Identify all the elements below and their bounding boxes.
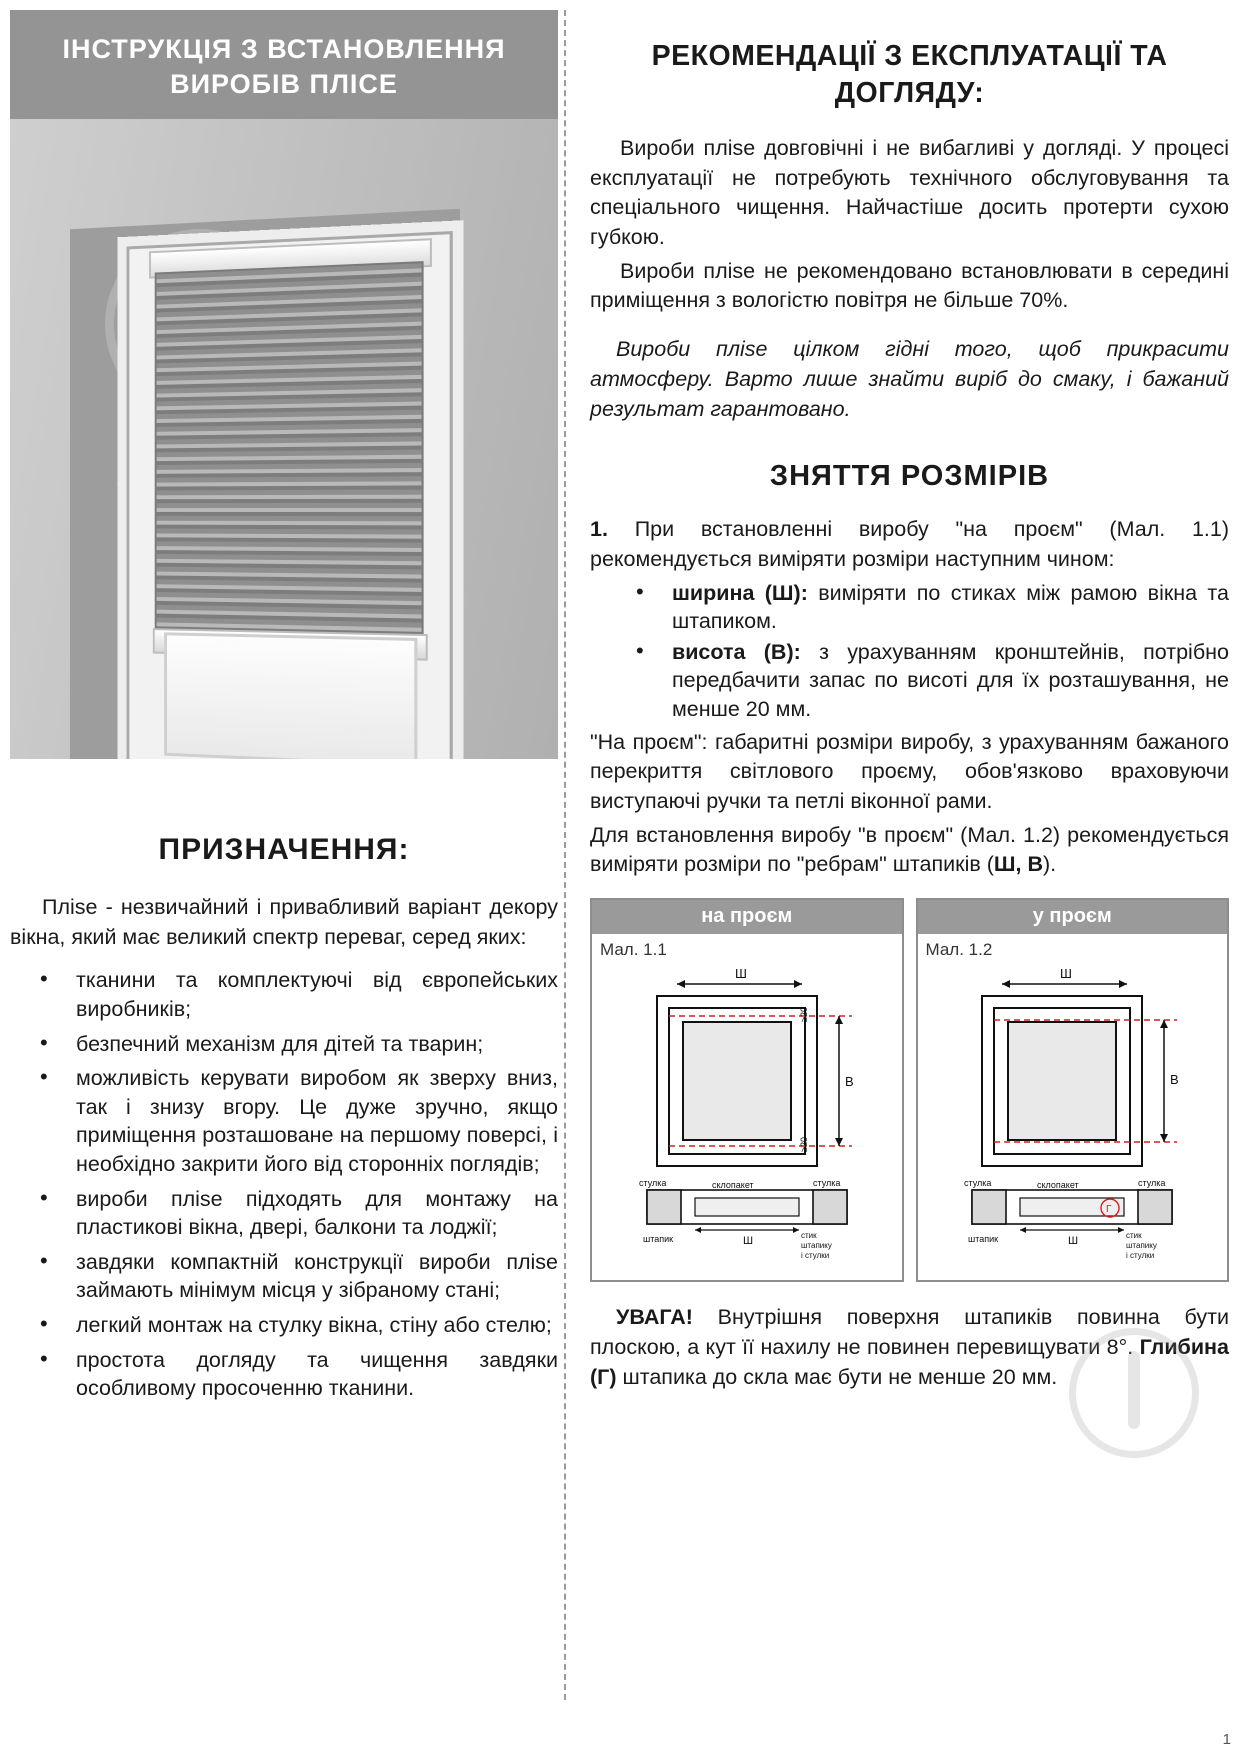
right-column <box>582 10 1229 1748</box>
note-post: ). <box>1043 852 1057 877</box>
measurement-heading: ЗНЯТТЯ РОЗМІРІВ <box>769 460 1050 493</box>
warning-note <box>590 1302 1229 1392</box>
warning-text-2: штапика до скла має бути не менше 20 мм. <box>616 1365 1058 1390</box>
list-item: • безпечний механізм для дітей та тварин; <box>10 1030 558 1059</box>
diagram-in-proem <box>916 898 1230 1282</box>
bullet-label: ширина (Ш): <box>672 580 808 605</box>
diagram-body <box>592 934 902 1280</box>
list-item: • вироби пліse підходять для монтажу на пластикові вікна, двері, балкони та лоджії; <box>10 1185 558 1242</box>
note-bold: Ш, В <box>993 852 1043 877</box>
bullet-label: висота (В): <box>672 639 801 664</box>
diagram-on-proem <box>590 898 904 1282</box>
list-item: • тканини та комплектуючі від європейських виробників; <box>10 966 558 1023</box>
step-text: При встановленні виробу "на проєм" (Мал. 1.1) рекомендується виміряти розміри наступним чином: <box>590 517 1229 571</box>
purpose-intro: Пліse - незвичайний і привабливий варіант декору вікна, який має великий спектр переваг, серед яких: <box>10 895 558 949</box>
svg-text:і стулки: і стулки <box>1126 1250 1155 1260</box>
measurement-note-on-proem: "На проєм": габаритні розміри виробу, з урахуванням бажаного перекриття світлового проєму, обов'язково враховуючи виступаючі ручки та петлі віконної рами. <box>590 729 1229 813</box>
photo-glass <box>164 632 417 759</box>
svg-text:Ш: Ш <box>1060 965 1073 981</box>
svg-text:Ш: Ш <box>734 965 747 981</box>
svg-text:склопакет: склопакет <box>711 1179 754 1190</box>
svg-text:стулка: стулка <box>812 1177 841 1188</box>
window-section-drawing <box>942 962 1202 1272</box>
svg-text:≥20: ≥20 <box>798 1136 809 1152</box>
bullet-text: виміряти по стиках між рамою вікна та штапиком. <box>672 580 1229 634</box>
photo-pleated-fabric <box>155 261 424 639</box>
measurement-bullet-list <box>590 579 1229 724</box>
svg-text:стулка: стулка <box>1138 1177 1166 1188</box>
purpose-bullet-list <box>10 966 558 1402</box>
svg-text:стулка: стулка <box>964 1177 992 1188</box>
note-pre: Для встановлення виробу "в проєм" (Мал. 1.2) рекомендується виміряти розміри по "ребрам" штапиків ( <box>590 822 1229 877</box>
window-section-drawing <box>617 962 877 1272</box>
bullet-text: з урахуванням кронштейнів, потрібно передбачити запас по висоті для їх розташування, не менше 20 мм. <box>672 639 1229 721</box>
list-item: • простота догляду та чищення завдяки особливому просоченню тканини. <box>10 1346 558 1403</box>
diagram-header: на проєм <box>592 900 902 934</box>
diagram-header: у проєм <box>918 900 1228 934</box>
svg-text:стик: стик <box>1126 1230 1142 1240</box>
list-item <box>590 579 1229 636</box>
column-divider <box>564 10 568 1700</box>
svg-text:штапик: штапик <box>968 1233 999 1244</box>
purpose-heading: ПРИЗНАЧЕННЯ: <box>158 833 410 867</box>
warning-text-1: Внутрішня поверхня штапиків повинна бути плоскою, а кут її нахилу не повинен перевищувати 8°. <box>590 1304 1229 1359</box>
warning-bold: Глибина (Г) <box>590 1334 1229 1390</box>
page-number: 1 <box>1222 1731 1231 1748</box>
care-paragraph-1: Вироби пліse довговічні і не вибагливі у догляді. У процесі експлуатації не потребують технічного обслуговування та спеціального чищення. Найчастіше досить протерти сухою губкою. <box>590 136 1229 250</box>
svg-text:стик: стик <box>800 1230 817 1240</box>
diagram-table <box>590 898 1229 1282</box>
svg-text:і стулки: і стулки <box>800 1250 829 1260</box>
svg-text:штапику: штапику <box>800 1240 832 1250</box>
diagram-body <box>918 934 1228 1280</box>
svg-text:Ш: Ш <box>1068 1234 1079 1247</box>
svg-text:В: В <box>844 1073 854 1089</box>
care-paragraph-3: Вироби пліse цілком гідні того, щоб прикрасити атмосферу. Варто лише знайти виріб до смаку, і бажаний результат гарантовано. <box>590 337 1229 422</box>
svg-text:В: В <box>1170 1071 1179 1087</box>
warning-label: УВАГА! <box>616 1304 693 1329</box>
svg-text:Ш: Ш <box>742 1234 753 1247</box>
list-item: • можливість керувати виробом як зверху вниз, так і знизу вгору. Це дуже зручно, якщо приміщення розташоване на першому поверсі, і необхідно закрити його від сторонніх поглядів; <box>10 1064 558 1178</box>
svg-text:≥20: ≥20 <box>798 1006 809 1022</box>
list-item <box>590 638 1229 724</box>
figure-label: Мал. 1.2 <box>925 939 993 959</box>
care-title: РЕКОМЕНДАЦІЇ З ЕКСПЛУАТАЦІЇ ТА ДОГЛЯДУ: <box>651 40 1168 110</box>
measurement-note-in-proem <box>590 821 1229 880</box>
list-item: • завдяки компактній конструкції вироби пліse займають мінімум місця у зібраному стані; <box>10 1248 558 1305</box>
svg-text:штапику: штапику <box>1126 1240 1158 1250</box>
svg-text:штапик: штапик <box>642 1233 673 1244</box>
step-number: 1. <box>590 517 608 542</box>
measurement-step-1 <box>590 515 1229 574</box>
svg-text:стулка: стулка <box>638 1177 667 1188</box>
list-item: • легкий монтаж на стулку вікна, стіну або стелю; <box>10 1311 558 1340</box>
left-column <box>10 10 558 1748</box>
care-paragraph-2: Вироби пліse не рекомендовано встановлювати в середині приміщення з вологістю повітря не більше 70%. <box>590 258 1229 313</box>
figure-label: Мал. 1.1 <box>600 939 667 959</box>
svg-text:Г: Г <box>1106 1203 1112 1215</box>
instruction-title: ІНСТРУКЦІЯ З ВСТАНОВЛЕННЯ ВИРОБІВ ПЛІСЕ <box>10 10 558 119</box>
svg-text:склопакет: склопакет <box>1037 1179 1079 1190</box>
product-photo <box>10 119 558 759</box>
photo-window-frame <box>117 220 463 759</box>
